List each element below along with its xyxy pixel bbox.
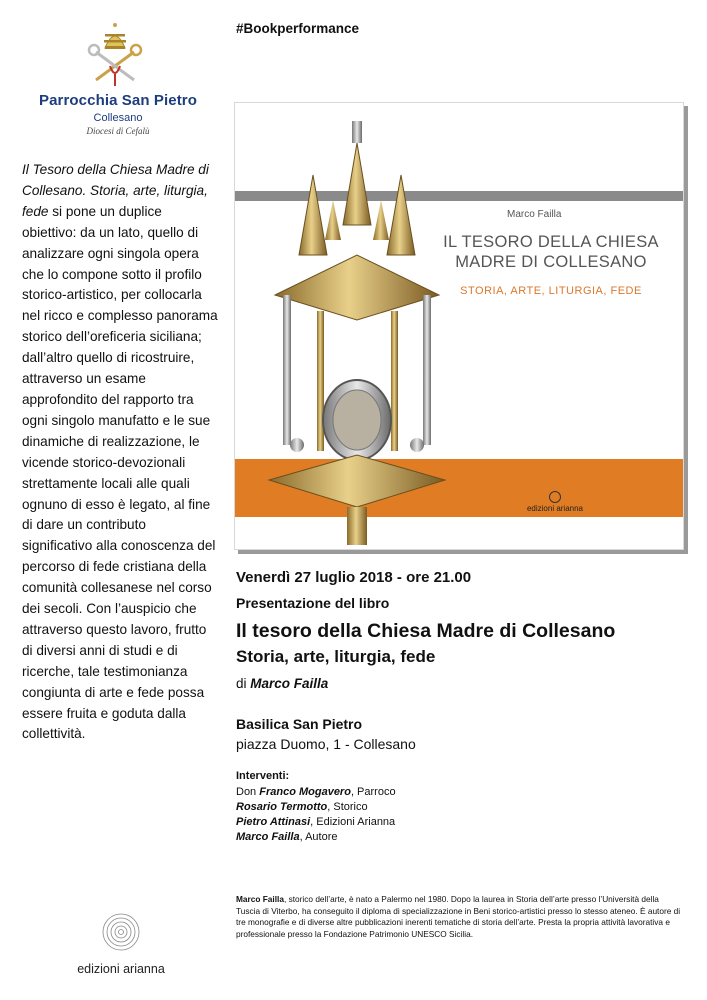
event-author-name: Marco Failla [250, 676, 329, 691]
book-description-lead: Il Tesoro della Chiesa Madre di Collesano. Storia, arte, liturgia, fede [22, 162, 209, 219]
venue-address: piazza Duomo, 1 - Collesano [236, 736, 416, 752]
author-bio-name: Marco Failla [236, 894, 284, 904]
parish-diocese: Diocesi di Cefalù [86, 126, 150, 136]
cover-author: Marco Failla [507, 209, 562, 220]
event-author-prefix: di [236, 676, 251, 691]
event-book-title: Il tesoro della Chiesa Madre di Collesano [236, 620, 616, 642]
cover-subtitle: STORIA, ARTE, LITURGIA, FEDE [460, 285, 642, 297]
hashtag: #Bookperformance [236, 21, 360, 36]
publisher-name: edizioni arianna [77, 962, 165, 976]
parish-coat-of-arms [86, 22, 144, 88]
book-description [22, 160, 218, 745]
book-cover [234, 102, 684, 550]
speaker-item: Marco Failla, Autore [236, 831, 338, 843]
cover-publisher-icon [549, 491, 561, 503]
speakers-list [236, 785, 396, 845]
event-author-line [236, 676, 328, 691]
parish-name: Parrocchia San Pietro [39, 92, 197, 109]
book-description-body: si pone un duplice obiettivo: da un lato, quello di analizzare ogni singola opera che lo compone sotto il profilo storico-artistico, per collocarla nel ricco e complesso panorama storico dell’oreficeria siciliana; dall’altro quello di ricostruire, attraverso un esame approfondito del rapporto tra ogni singolo manufatto e le sue dinamiche di realizzazione, le vicende storico-devozionali strettamente locali alle quali ognuno di esso è legato, al fine di dare un contributo significativo alla conoscenza del percorso di fede cristiana della comunità collesanese nel corso dei secoli. Con l’auspicio che attraverso questo lavoro, frutto di diversi anni di studi e di ricerche, tale testimonianza congiunta di arte e fede possa essere fruita e goduta dalla collettività. [22, 203, 218, 742]
publisher-logo [66, 908, 176, 983]
publisher-spiral-icon [103, 914, 139, 950]
cover-title-line1: IL TESORO DELLA CHIESA [443, 233, 659, 251]
monstrance-image [255, 115, 460, 545]
cover-publisher-name: edizioni arianna [526, 504, 584, 513]
author-bio-text: , storico dell’arte, è nato a Palermo nel 1980. Dopo la laurea in Storia dell’arte presso l’Università della Tuscia di Viterbo, ha conseguito il diploma di specializzazione in Beni storico-artistici presso lo stesso ateneo. È autore di tre monografie e di diverse altre pubblicazioni inerenti tematiche di storia dell’arte. Presta la propria attività lavorativa e professionale presso la Fondazione Patrimonio UNESCO Sicilia. [236, 894, 681, 940]
speaker-item: Rosario Termotto, Storico [236, 801, 368, 813]
cover-title-line2: MADRE DI COLLESANO [455, 253, 647, 271]
speaker-item: Pietro Attinasi, Edizioni Arianna [236, 816, 396, 828]
author-bio [236, 894, 682, 941]
event-date: Venerdì 27 luglio 2018 - ore 21.00 [236, 569, 472, 586]
event-presentation-label: Presentazione del libro [236, 595, 390, 611]
cover-publisher [495, 491, 615, 513]
parish-town: Collesano [93, 112, 143, 124]
speakers-label: Interventi: [236, 770, 290, 782]
event-book-subtitle: Storia, arte, liturgia, fede [236, 647, 436, 666]
speaker-item: Don Franco Mogavero, Parroco [236, 786, 396, 798]
venue-name: Basilica San Pietro [236, 716, 363, 732]
